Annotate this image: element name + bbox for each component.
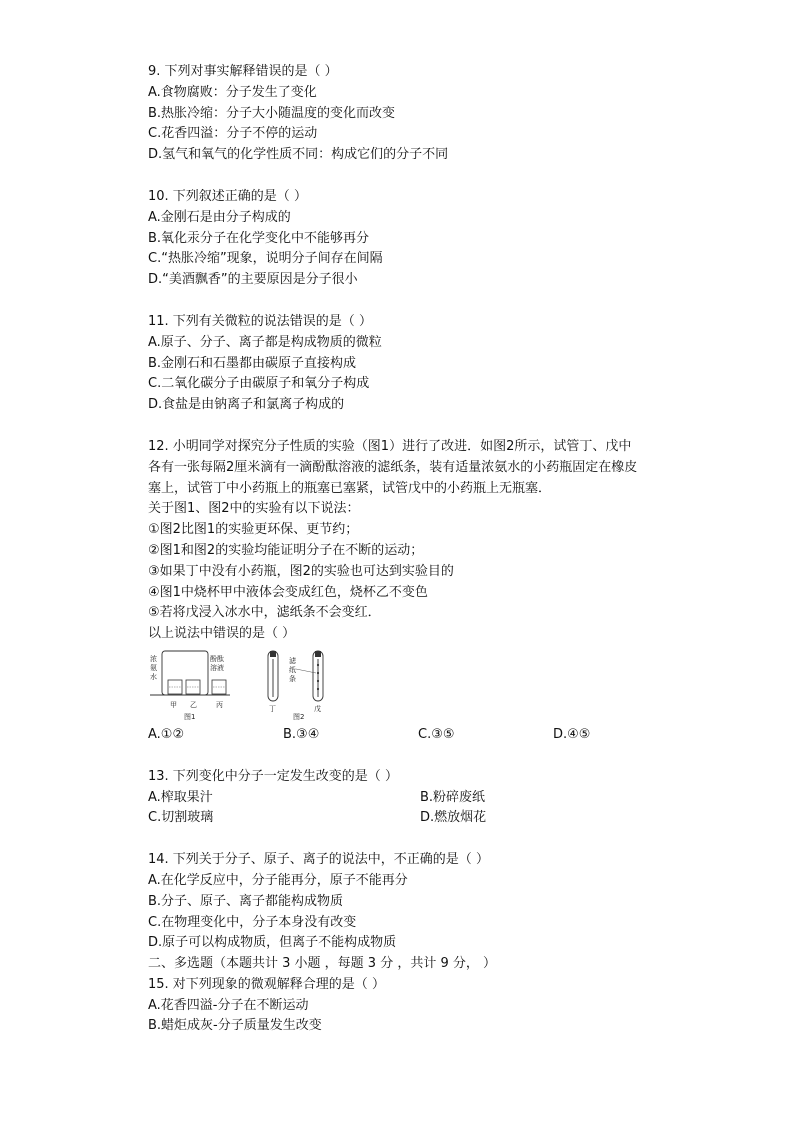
option-b[interactable]: B.③④	[283, 726, 320, 742]
option-c[interactable]: C.二氧化碳分子由碳原子和氧分子构成	[148, 376, 370, 392]
option-d[interactable]: D.原子可以构成物质，但离子不能构成物质	[148, 935, 397, 951]
option-d[interactable]: D.食盐是由钠离子和氯离子构成的	[148, 397, 345, 413]
option-c[interactable]: C.花香四溢：分子不停的运动	[148, 126, 318, 142]
option-a[interactable]: A.①②	[148, 726, 185, 742]
statement-4: ④图1中烧杯甲中液体会变成红色，烧杯乙不变色	[148, 584, 428, 600]
option-c[interactable]: C.③⑤	[418, 726, 455, 742]
statement-2: ②图1和图2的实验均能证明分子在不断的运动；	[148, 542, 424, 558]
label-fig2: 图2	[293, 712, 305, 721]
option-c[interactable]: C.“热胀冷缩”现象，说明分子间存在间隔	[148, 251, 383, 267]
label-ammonia-2: 氨	[150, 663, 157, 672]
option-b[interactable]: B.粉碎废纸	[420, 789, 486, 805]
option-d[interactable]: D.④⑤	[553, 726, 591, 742]
option-b[interactable]: B.蜡炬成灰-分子质量发生改变	[148, 1018, 322, 1034]
option-d[interactable]: D.“美酒飘香”的主要原因是分子很小	[148, 272, 358, 288]
option-a[interactable]: A.金刚石是由分子构成的	[148, 209, 291, 225]
question-12	[148, 437, 708, 746]
label-bing: 丙	[216, 700, 223, 709]
question-stem: 14. 下列关于分子、原子、离子的说法中，不正确的是（ ）	[148, 852, 489, 868]
label-paper-3: 条	[289, 674, 296, 683]
label-paper-1: 滤	[289, 656, 296, 665]
option-c[interactable]: C.切割玻璃	[148, 810, 214, 826]
question-stem: 10. 下列叙述正确的是（ ）	[148, 188, 307, 204]
question-stem-line-4: 关于图1、图2中的实验有以下说法：	[148, 501, 360, 517]
options-row-2	[148, 808, 708, 829]
question-stem-line-1: 12. 小明同学对探究分子性质的实验（图1）进行了改进．如图2所示，试管丁、戊中	[148, 438, 632, 454]
option-a[interactable]: A.榨取果汁	[148, 789, 213, 805]
statement-3: ③如果丁中没有小药瓶，图2的实验也可达到实验目的	[148, 563, 454, 579]
label-ding: 丁	[269, 704, 276, 713]
question-stem-line-2: 各有一张每隔2厘米滴有一滴酚酞溶液的滤纸条，装有适量浓氨水的小药瓶固定在橡皮	[148, 459, 638, 475]
option-a[interactable]: A.原子、分子、离子都是构成物质的微粒	[148, 334, 382, 350]
label-yi: 乙	[190, 700, 197, 709]
question-stem: 9. 下列对事实解释错误的是（ ）	[148, 64, 338, 79]
statement-5: ⑤若将戊浸入冰水中，滤纸条不会变红．	[148, 605, 381, 621]
question-14	[148, 850, 708, 954]
label-phenol-1: 酚酞	[210, 654, 224, 663]
options-row	[148, 725, 708, 746]
label-ammonia-3: 水	[150, 672, 157, 681]
label-wu: 戊	[314, 704, 321, 713]
option-b[interactable]: B.分子、原子、离子都能构成物质	[148, 893, 344, 909]
label-ammonia-1: 浓	[150, 654, 157, 663]
question-11	[148, 312, 708, 416]
option-a[interactable]: A.在化学反应中，分子能再分，原子不能再分	[148, 872, 408, 888]
statement-1: ①图2比图1的实验更环保、更节约；	[148, 522, 359, 538]
option-a[interactable]: A.花香四溢-分子在不断运动	[148, 997, 309, 1013]
option-c[interactable]: C.在物理变化中，分子本身没有改变	[148, 914, 357, 930]
label-jia: 甲	[170, 700, 177, 709]
label-paper-2: 纸	[289, 665, 296, 674]
figure-2	[268, 651, 323, 721]
option-b[interactable]: B.金刚石和石墨都由碳原子直接构成	[148, 355, 357, 371]
option-d[interactable]: D.氢气和氧气的化学性质不同：构成它们的分子不同	[148, 147, 449, 163]
figure-1	[150, 651, 230, 721]
question-prompt: 以上说法中错误的是（ ）	[148, 626, 296, 642]
cover-beaker	[162, 651, 208, 695]
question-stem: 13. 下列变化中分子一定发生改变的是（ ）	[148, 768, 398, 784]
section-title: 二、多选题（本题共计 3 小题 ，每题 3 分 ，共计 9 分， ）	[148, 956, 497, 972]
option-a[interactable]: A.食物腐败：分子发生了变化	[148, 84, 317, 100]
spacer	[148, 166, 708, 187]
spacer	[148, 416, 708, 437]
spacer	[148, 291, 708, 312]
experiment-diagram	[148, 649, 348, 721]
label-fig1: 图1	[184, 712, 196, 721]
question-stem: 11. 下列有关微粒的说法错误的是（ ）	[148, 313, 372, 329]
question-stem: 15. 对下列现象的微观解释合理的是（ ）	[148, 976, 385, 992]
spacer	[148, 746, 708, 767]
option-b[interactable]: B.热胀冷缩：分子大小随温度的变化而改变	[148, 105, 396, 121]
option-d[interactable]: D.燃放烟花	[420, 810, 487, 826]
question-stem-line-3: 塞上，试管丁中小药瓶上的瓶塞已塞紧，试管戊中的小药瓶上无瓶塞．	[148, 480, 552, 496]
options-row-1	[148, 788, 708, 809]
exam-page	[148, 62, 708, 1037]
question-9	[148, 62, 708, 166]
option-b[interactable]: B.氧化汞分子在化学变化中不能够再分	[148, 230, 370, 246]
question-15	[148, 975, 708, 1037]
experiment-figure	[148, 649, 708, 719]
spacer	[148, 829, 708, 850]
question-10	[148, 187, 708, 291]
label-phenol-2: 溶液	[210, 663, 224, 672]
question-13	[148, 767, 708, 829]
